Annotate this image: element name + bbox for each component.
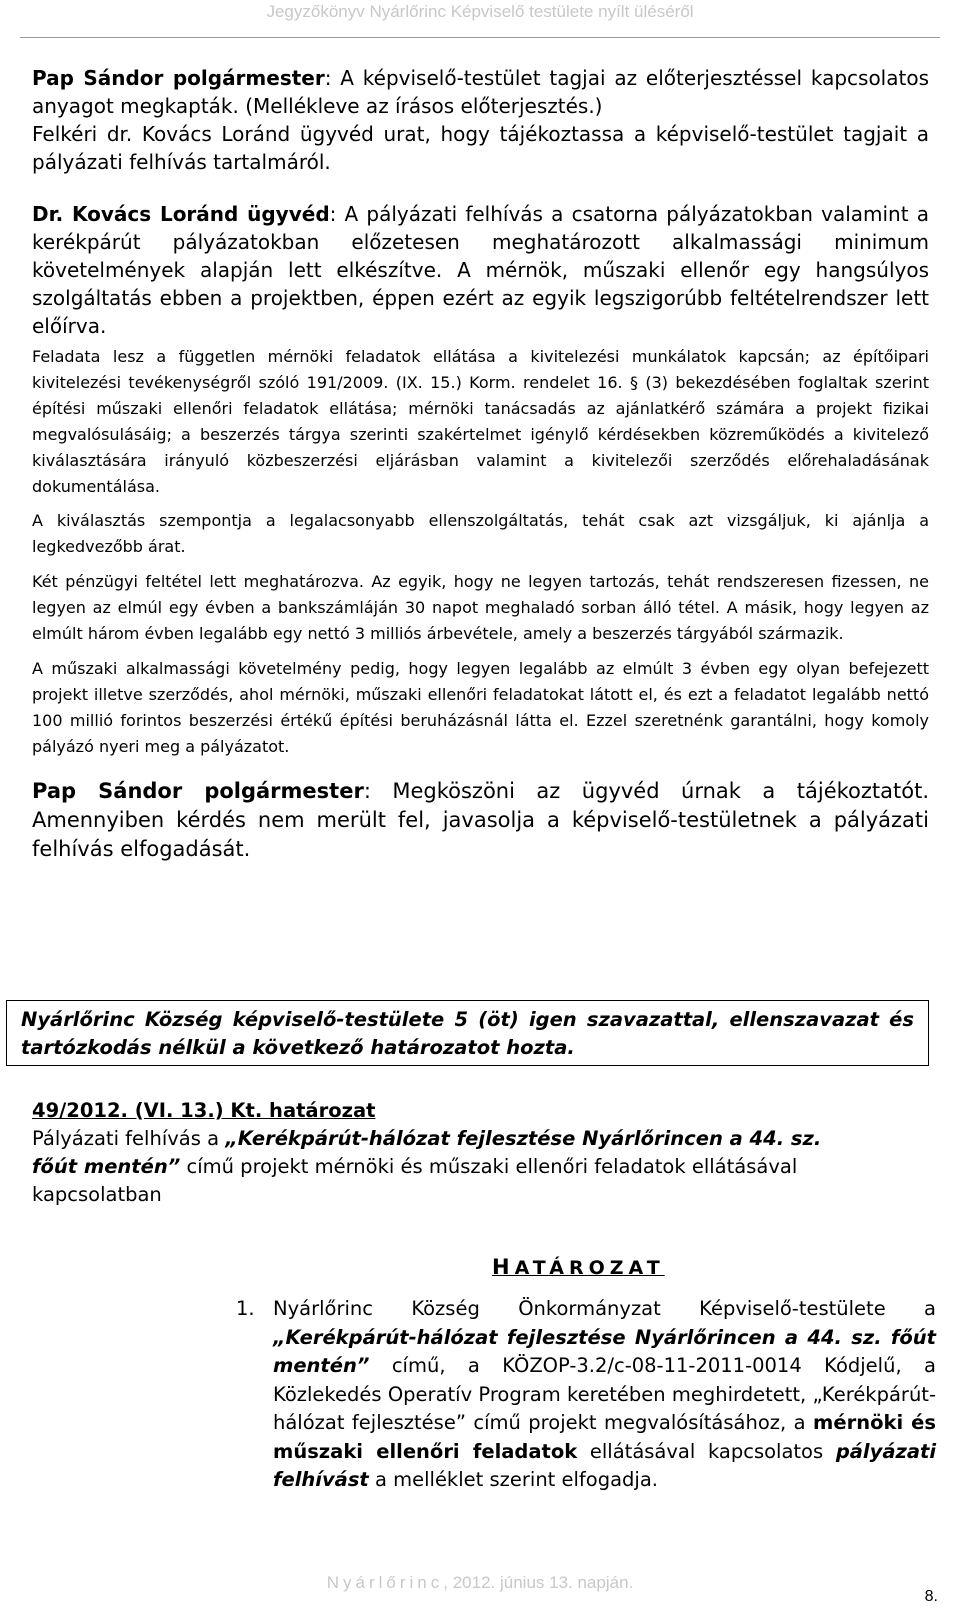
paragraph-text: : Megköszöni az ügyvéd úrnak a tájékoztatót. Amennyiben kérdés nem merült fel, javasolja a képviselő-testületnek a pályázati felhívás elfogadását. — [32, 779, 929, 861]
voting-result-box — [6, 1000, 929, 1066]
item-text-part: Nyárlőrinc Község Önkormányzat Képviselő-testülete a — [273, 1297, 936, 1320]
speaker-name: Dr. Kovács Loránd ügyvéd — [32, 202, 330, 226]
resolution-number: 49/2012. (VI. 13.) Kt. határozat — [32, 1099, 376, 1122]
minutes-body — [32, 64, 929, 864]
item-text-part: ellátásával kapcsolatos — [577, 1439, 836, 1463]
project-title: „Kerékpárút-hálózat fejlesztése Nyárlőrincen a 44. sz. főút mentén” — [32, 1127, 822, 1178]
resolution-subject — [32, 1125, 832, 1209]
task-name: mérnöki és műszaki ellenőri feladatok — [273, 1411, 937, 1463]
section-sign: § — [629, 373, 638, 392]
paragraph-mayor-proposal — [32, 777, 929, 864]
header-divider — [20, 37, 940, 38]
running-header — [0, 0, 960, 34]
item-number: 1. — [236, 1297, 255, 1320]
running-title: Jegyzőkönyv Nyárlőrinc Képviselő testülete nyílt üléséről — [266, 2, 694, 21]
hatarozat-heading — [492, 1255, 665, 1279]
speaker-name: Pap Sándor polgármester — [32, 66, 325, 90]
speaker-name: Pap Sándor polgármester — [32, 779, 364, 803]
paragraph-request: Felkéri dr. Kovács Loránd ügyvéd urat, hogy tájékoztassa a képviselő-testület tagjait a pályázati felhívás tartalmáról. — [32, 122, 929, 174]
page-number: 8. — [924, 1588, 938, 1605]
paragraph-text: : A pályázati felhívás a csatorna pályázatokban valamint a kerékpárút pályázatokban előzetesen meghatározott alkalmassági minimum követelmények alapján lett elkészítve. A mérnök, műszaki ellenőr egy hangsúlyos szolgáltatás ebben a projektben, éppen ezért az egyik legszigorúbb feltételrendszer lett előírva. — [32, 202, 930, 338]
item-text-part: a melléklet szerint elfogadja. — [368, 1468, 658, 1491]
paragraph-text: : A képviselő-testület tagjai az előterjesztéssel kapcsolatos anyagot megkapták. (Mellékleve az írásos előterjesztés.) — [32, 66, 929, 118]
paragraph-technical: A műszaki alkalmassági követelmény pedig, hogy legyen legalább az elmúlt 3 évben egy olyan befejezett projekt illetve szerződés, ahol mérnöki, műszaki ellenőri feladatokat látott el, és ezt a feladatot legalább nettó 100 millió forintos beszerzési értékű építési beruházásnál látta el. Ezzel szeretnénk garantálni, hogy komoly pályázó nyeri meg a pályázatot. — [32, 659, 929, 756]
paragraph-tasks — [32, 344, 929, 500]
paragraph-lawyer — [32, 200, 929, 340]
heading-initial: H — [492, 1255, 515, 1279]
paragraph-mayor-intro — [32, 64, 929, 120]
call-for-tender: pályázati felhívást — [273, 1439, 936, 1491]
paragraph-selection: A kiválasztás szempontja a legalacsonyabb ellenszolgáltatás, tehát csak azt vizsgáljuk, ki ajánlja a legkedvezőbb árat. — [32, 511, 929, 556]
item-text — [273, 1295, 936, 1495]
paragraph-financial: Két pénzügyi feltétel lett meghatározva. Az egyik, hogy ne legyen tartozás, tehát rendszeresen fizessen, ne legyen az elmúl egy évben a bankszámláján 30 napot meghaladó sorban álló tétel. A másik, hogy legyen az elmúlt három évben legalább egy nettó 3 milliós árbevétele, amely a beszerzés tárgyából származik. — [32, 572, 929, 643]
subject-text: Pályázati felhívás a — [32, 1127, 226, 1150]
voting-result-text: Nyárlőrinc Község képviselő-testülete 5 (öt) igen szavazattal, ellenszavazat és tartózkodás nélkül a következő határozatot hozta. — [21, 1008, 914, 1059]
footer-place: Nyárlőrinc — [326, 1573, 444, 1592]
project-title: „Kerékpárút-hálózat fejlesztése Nyárlőrincen a 44. sz. főút mentén” — [273, 1325, 936, 1377]
item-text-part: című, a KÖZOP-3.2/c-08-11-2011-0014 Kódjelű, a Közlekedés Operatív Program keretében meghirdetett, „Kerékpárút-hálózat fejlesztése” című projekt megvalósításához, a — [273, 1354, 936, 1434]
subject-text: című projekt mérnöki és műszaki ellenőri feladatok ellátásával kapcsolatban — [32, 1155, 798, 1206]
resolution-heading — [32, 1097, 832, 1209]
page-footer — [0, 1573, 960, 1593]
footer-date: , 2012. június 13. napján. — [443, 1573, 634, 1592]
heading-rest: ATÁROZAT — [514, 1257, 665, 1279]
paragraph-text: Feladata lesz a független mérnöki feladatok ellátása a kivitelezési munkálatok kapcsán; az építőipari kivitelezési tevékenységről szóló 191/2009. (IX. 15.) Korm. rendelet 16. — [32, 347, 929, 392]
paragraph-text: (3) bekezdésében foglaltak szerint építési műszaki ellenőri feladatok ellátása; mérnöki tanácsadás az ajánlatkérő számára a projekt fizikai megvalósulásáig; a beszerzés tárgya szerinti szakértelmet igénylő kérdésekben közreműködés a kivitelező kiválasztására irányuló közbeszerzési eljárásban valamint a kivitelezői szerződés előrehaladásának dokumentálása. — [32, 373, 929, 496]
